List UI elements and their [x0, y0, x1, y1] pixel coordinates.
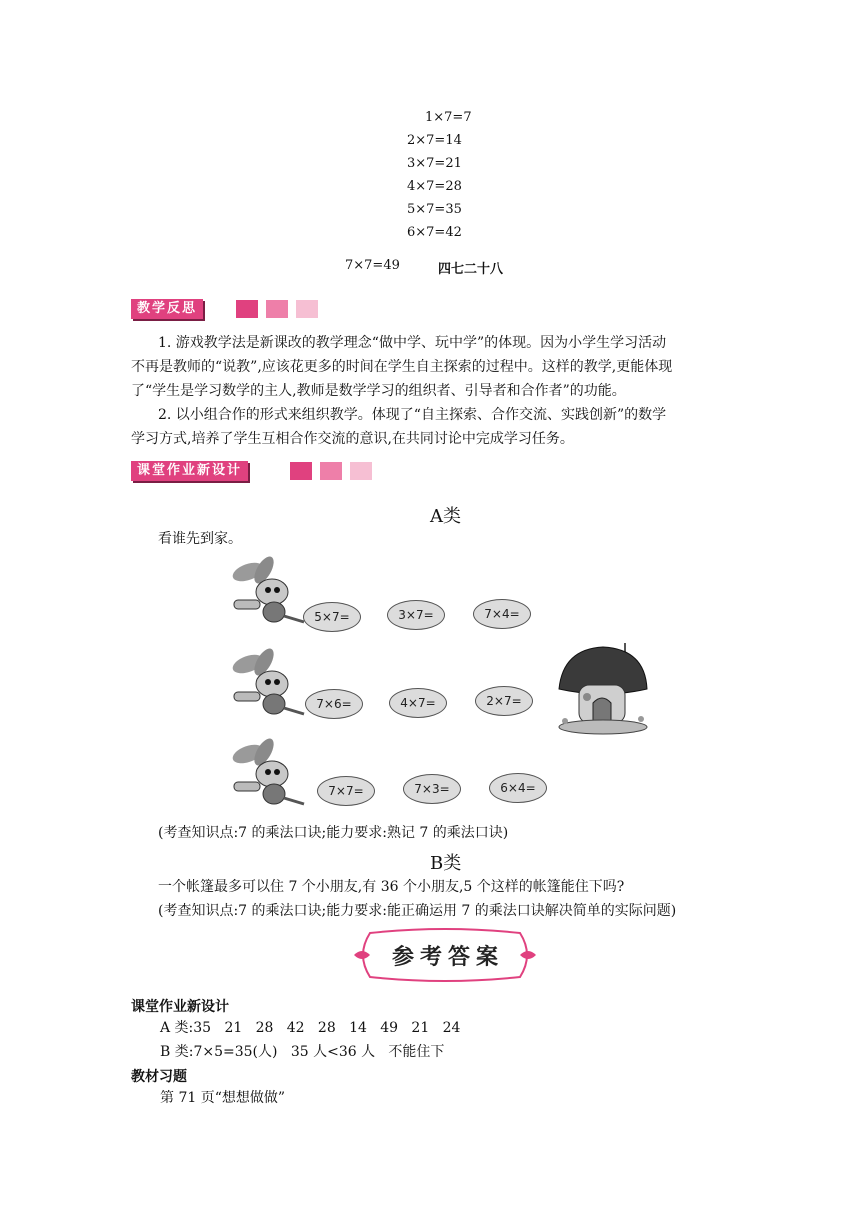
a-class-prompt: 看谁先到家。: [158, 531, 242, 547]
banner-square-4: [290, 462, 312, 480]
b-class-question: 一个帐篷最多可以住 7 个小朋友,有 36 个小朋友,5 个这样的帐篷能住下吗?: [158, 879, 625, 895]
section-title-reflection: 教学反思: [137, 301, 198, 316]
reflection-line-4: 2. 以小组合作的形式来组织教学。体现了“自主探索、合作交流、实践创新”的数学: [158, 407, 667, 423]
b-class-heading: B类: [430, 853, 462, 874]
rabbit-illustration-3: [228, 738, 306, 808]
equation-2: 2×7=14: [407, 133, 462, 148]
answer-banner-title: 参考答案: [392, 944, 505, 970]
equation-7: 7×7=49: [345, 258, 400, 273]
oval-r3-c1: 7×7=: [317, 776, 375, 806]
banner-square-3: [296, 300, 318, 318]
section-banner-homework: [131, 461, 248, 481]
reflection-line-2: 不再是教师的“说教”,应该花更多的时间在学生自主探索的过程中。这样的教学,更能体现: [131, 359, 673, 375]
oval-r2-c2: 4×7=: [389, 688, 447, 718]
equation-3: 3×7=21: [407, 156, 462, 171]
banner-square-1: [236, 300, 258, 318]
oval-r1-c3: 7×4=: [473, 599, 531, 629]
a-class-note: (考查知识点:7 的乘法口诀;能力要求:熟记 7 的乘法口诀): [158, 825, 509, 841]
answers-b-line: B 类:7×5=35(人) 35 人<36 人 不能住下: [160, 1044, 445, 1060]
oval-r1-c1: 5×7=: [303, 602, 361, 632]
reflection-line-5: 学习方式,培养了学生互相合作交流的意识,在共同讨论中完成学习任务。: [131, 431, 574, 447]
mushroom-house-illustration: [553, 641, 653, 737]
b-class-note: (考查知识点:7 的乘法口诀;能力要求:能正确运用 7 的乘法口诀解决简单的实际问题): [158, 903, 677, 919]
answers-page-ref: 第 71 页“想想做做”: [160, 1090, 286, 1106]
equation-4: 4×7=28: [407, 179, 462, 194]
equation-6: 6×7=42: [407, 225, 462, 240]
equation-5: 5×7=35: [407, 202, 462, 217]
answers-heading-homework: 课堂作业新设计: [131, 999, 229, 1015]
oval-r3-c3: 6×4=: [489, 773, 547, 803]
reflection-line-3: 了“学生是学习数学的主人,教师是数学学习的组织者、引导者和合作者”的功能。: [131, 383, 626, 399]
oval-r2-c1: 7×6=: [305, 689, 363, 719]
oval-r1-c2: 3×7=: [387, 600, 445, 630]
banner-square-6: [350, 462, 372, 480]
oval-r3-c2: 7×3=: [403, 774, 461, 804]
a-class-heading: A类: [430, 506, 461, 527]
reflection-line-1: 1. 游戏教学法是新课改的教学理念“做中学、玩中学”的体现。因为小学生学习活动: [158, 335, 667, 351]
answers-heading-textbook: 教材习题: [131, 1069, 187, 1085]
banner-square-5: [320, 462, 342, 480]
equation-1: 1×7=7: [425, 110, 472, 125]
banner-square-2: [266, 300, 288, 318]
section-title-homework: 课堂作业新设计: [137, 463, 243, 478]
rabbit-illustration-2: [228, 648, 306, 718]
oval-r2-c3: 2×7=: [475, 686, 533, 716]
rabbit-illustration-1: [228, 556, 306, 626]
section-banner-reflection: [131, 299, 203, 319]
rhyme-7: 四七二十八: [438, 262, 504, 277]
answers-a-line: A 类:35 21 28 42 28 14 49 21 24: [160, 1020, 461, 1036]
